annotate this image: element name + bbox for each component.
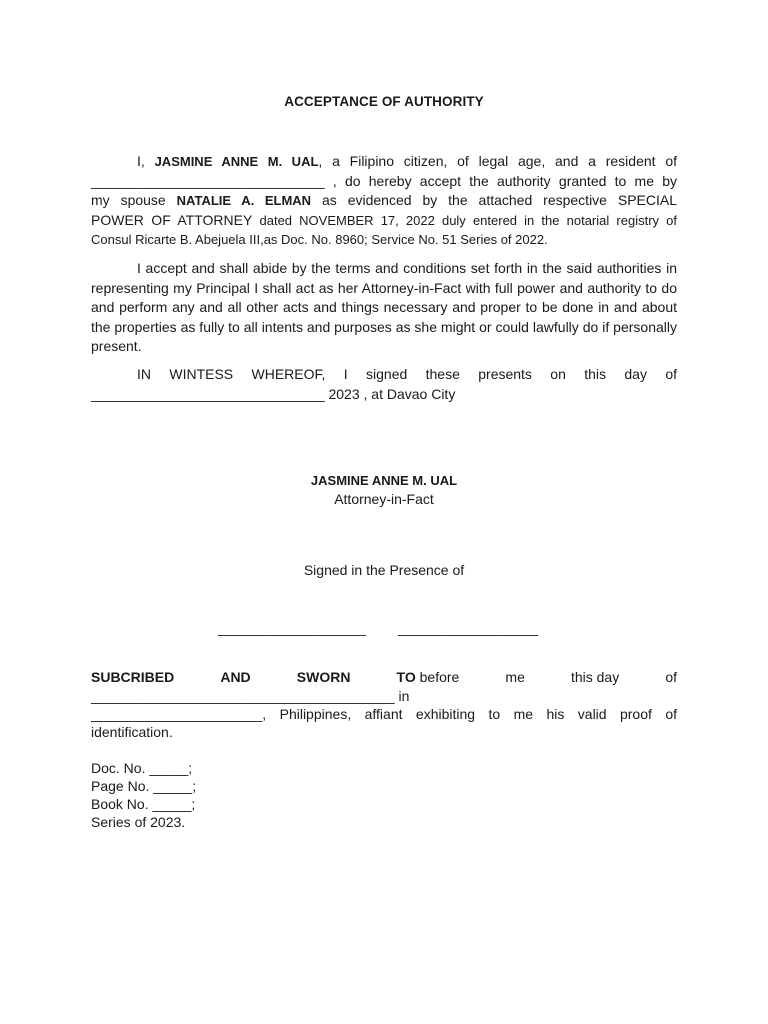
- notarial-series: Series of 2023.: [91, 814, 186, 830]
- terms-paragraph: I accept and shall abide by the terms and conditions set forth in the said authorities in representing my Principal I shall act as her Attorney-in-Fact with full power and authority to do and perform any and all other acts and things necessary and proper to be done in and about the properties as fully to all intents and purposes as she might or could lawfully do if personally present.: [91, 260, 677, 354]
- attorney-name: JASMINE ANNE M. UAL: [154, 154, 319, 169]
- residence-blank: ______________________________: [91, 172, 325, 189]
- acceptance-paragraph: I, JASMINE ANNE M. UAL, a Filipino citizen, of legal age, and a resident of ______________________________ , do hereby accept the authority granted to me by my spouse NATALIE A. ELMAN as evidenced by the attached respective SPECIAL POWER OF ATTORNEY dated NOVEMBER 17, 2022 duly entered in the notarial registry of Consul Ricarte B. Abejuela III,as Doc. No. 8960; Service No. 51 Series of 2022.: [91, 153, 678, 247]
- notarial-page-no: Page No. _____;: [91, 778, 197, 794]
- document-title: ACCEPTANCE OF AUTHORITY: [284, 94, 484, 109]
- witness-paragraph: IN WINTESS WHEREOF, I signed these presents on this day of ______________________________ 2023 , at Davao City: [91, 366, 677, 402]
- witness-signature-line-1: ___________________: [218, 620, 366, 636]
- notarial-doc-no: Doc. No. _____;: [91, 760, 193, 776]
- notarial-book-no: Book No. _____;: [91, 796, 196, 812]
- witness-signature-line-2: __________________: [398, 620, 539, 636]
- document-page: ACCEPTANCE OF AUTHORITY I, JASMINE ANNE M. UAL, a Filipino citizen, of legal age, and a resident of ______________________________ , do hereby accept the authority granted to me by my spouse NATALIE A. ELMAN as evidenced by the attached respective SPECIAL POWER OF ATTORNEY dated NOVEMBER 17, 2022 duly entered in the notarial registry of Consul Ricarte B. Abejuela III,as Doc. No. 8960; Service No. 51 Series of 2022. I accept and shall abide by the terms and conditions set forth in the said authorities in representing my Principal I shall act as her Attorney-in-Fact with full power and authority to do and perform any and all other acts and things necessary and proper to be done in and about the properties as fully to all intents and purposes as she might or could lawfully do if personally present. IN WINTESS WHEREOF, I signed these presents on this day of ______________________________ 2023 , at Davao City JASMINE ANNE M. UAL Attorney-in-Fact Signed in the Presence of ___________________ __________________ SUBCRIBED AND SWORN TO before me this day of _______________________________________ in ______________________, Philippines, affiant exhibiting to me his valid proof of identification. Doc. No. _____; Page No. _____; Book No. _____; Series of 2023.: [0, 0, 768, 1024]
- signatory-role: Attorney-in-Fact: [334, 491, 434, 507]
- principal-name: NATALIE A. ELMAN: [176, 193, 312, 208]
- signatory-name: JASMINE ANNE M. UAL: [310, 473, 458, 488]
- presence-label: Signed in the Presence of: [303, 562, 465, 578]
